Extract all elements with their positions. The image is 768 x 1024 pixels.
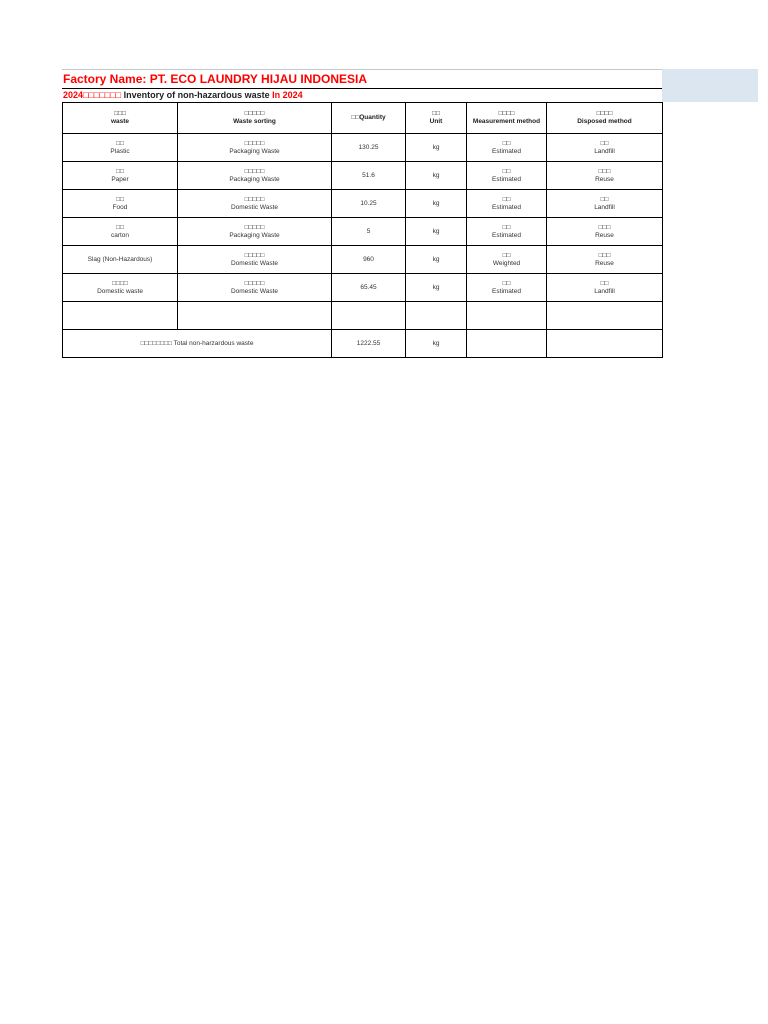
empty-cell <box>467 302 547 330</box>
disposed-cn: □□□ <box>598 251 611 259</box>
total-quantity: 1222.55 <box>356 339 381 347</box>
waste-sorting-cell <box>178 274 332 302</box>
unit-cell <box>406 218 467 246</box>
measurement-cell <box>467 246 547 274</box>
disposed-name: Landfill <box>594 203 615 211</box>
sorting-cn: □□□□□ <box>244 279 265 287</box>
header-en: □□Quantity <box>351 114 386 121</box>
subtitle-year-suffix: In 2024 <box>272 90 303 100</box>
empty-cell <box>406 302 467 330</box>
header-fill-band <box>662 69 758 102</box>
header-quantity <box>332 103 406 134</box>
table-row <box>63 134 663 162</box>
disposed-cell <box>547 246 663 274</box>
waste-sorting-cell <box>178 134 332 162</box>
header-cn: □□ <box>432 110 440 117</box>
unit-cell <box>406 134 467 162</box>
measurement-cell <box>467 190 547 218</box>
waste-name: carton <box>110 231 130 239</box>
measure-name: Estimated <box>492 203 521 211</box>
empty-cell <box>547 302 663 330</box>
header-disposed-method <box>547 103 663 134</box>
disposed-name: Landfill <box>594 287 615 295</box>
header-en: Unit <box>429 118 443 125</box>
quantity-cell <box>332 134 406 162</box>
table-row <box>63 190 663 218</box>
disposed-cn: □□ <box>600 139 609 147</box>
waste-cell <box>63 274 178 302</box>
total-quantity-cell <box>332 330 406 358</box>
header-en: waste <box>110 118 130 125</box>
disposed-name: Reuse <box>595 175 614 183</box>
total-unit: kg <box>432 339 440 347</box>
disposed-name: Landfill <box>594 147 615 155</box>
spreadsheet-sheet <box>62 69 662 358</box>
empty-cell <box>178 302 332 330</box>
quantity-value: 130.25 <box>358 143 379 151</box>
waste-name: Plastic <box>110 147 130 155</box>
waste-cn: □□ <box>116 195 124 203</box>
quantity-value: 5 <box>366 227 371 235</box>
header-cn: □□□□ <box>596 110 613 117</box>
quantity-cell <box>332 274 406 302</box>
inventory-subtitle <box>62 88 662 102</box>
quantity-value: 10.25 <box>360 199 377 207</box>
measure-name: Estimated <box>492 175 521 183</box>
empty-cell <box>63 302 178 330</box>
unit-cell <box>406 274 467 302</box>
empty-cell <box>467 330 547 358</box>
total-unit-cell <box>406 330 467 358</box>
disposed-cn: □□ <box>600 279 609 287</box>
table-row <box>63 162 663 190</box>
header-cn: □□□□□ <box>244 110 265 117</box>
quantity-value: 51.6 <box>362 171 375 179</box>
disposed-cell <box>547 134 663 162</box>
quantity-value: 960 <box>363 255 374 263</box>
header-cn: □□□ <box>114 110 126 117</box>
measurement-cell <box>467 134 547 162</box>
disposed-cn: □□□ <box>598 223 611 231</box>
header-en: Measurement method <box>472 118 541 125</box>
waste-cell <box>63 134 178 162</box>
disposed-cell <box>547 190 663 218</box>
measure-cn: □□ <box>502 251 511 259</box>
disposed-cn: □□□ <box>598 167 611 175</box>
measurement-cell <box>467 218 547 246</box>
measure-cn: □□ <box>502 167 511 175</box>
disposed-name: Reuse <box>595 231 614 239</box>
quantity-cell <box>332 246 406 274</box>
unit-value: kg <box>432 227 440 235</box>
waste-sorting-cell <box>178 246 332 274</box>
header-waste-sorting <box>178 103 332 134</box>
subtitle-year-prefix: 2024□□□□□□□ <box>63 90 122 100</box>
header-unit <box>406 103 467 134</box>
unit-cell <box>406 162 467 190</box>
waste-cn: □□ <box>116 167 124 175</box>
waste-name: Paper <box>111 175 129 183</box>
subtitle-inventory-text: Inventory of non-hazardous waste <box>121 90 273 100</box>
unit-value: kg <box>432 283 440 291</box>
unit-value: kg <box>432 255 440 263</box>
waste-cn: □□ <box>116 139 124 147</box>
waste-sorting-cell <box>178 190 332 218</box>
sorting-name: Domestic Waste <box>230 203 279 211</box>
waste-sorting-cell <box>178 218 332 246</box>
measure-cn: □□ <box>502 195 511 203</box>
measure-name: Estimated <box>492 231 521 239</box>
unit-value: kg <box>432 143 440 151</box>
header-cn: □□□□ <box>498 110 515 117</box>
empty-cell <box>547 330 663 358</box>
quantity-cell <box>332 190 406 218</box>
unit-value: kg <box>432 199 440 207</box>
total-label-cell <box>63 330 332 358</box>
measure-name: Weighted <box>492 259 521 267</box>
measurement-cell <box>467 162 547 190</box>
waste-inventory-table <box>62 102 663 358</box>
quantity-cell <box>332 162 406 190</box>
waste-sorting-cell <box>178 162 332 190</box>
table-row <box>63 274 663 302</box>
table-row <box>63 218 663 246</box>
header-en: Disposed method <box>577 118 632 125</box>
measurement-cell <box>467 274 547 302</box>
disposed-cell <box>547 274 663 302</box>
waste-cell <box>63 190 178 218</box>
table-row <box>63 246 663 274</box>
quantity-value: 65.45 <box>360 283 377 291</box>
waste-cn: □□ <box>116 223 124 231</box>
sorting-name: Domestic Waste <box>230 287 279 295</box>
total-label: □□□□□□□□ Total non-harzardous waste <box>140 339 254 347</box>
waste-cell <box>63 218 178 246</box>
measure-cn: □□ <box>502 279 511 287</box>
header-waste <box>63 103 178 134</box>
disposed-name: Reuse <box>595 259 614 267</box>
sorting-name: Packaging Waste <box>229 231 280 239</box>
header-row <box>63 103 663 134</box>
unit-cell <box>406 246 467 274</box>
unit-value: kg <box>432 171 440 179</box>
waste-name: Slag (Non-Hazardous) <box>87 255 153 263</box>
sorting-name: Packaging Waste <box>229 175 280 183</box>
quantity-cell <box>332 218 406 246</box>
waste-cn: □□□□ <box>112 279 128 287</box>
sorting-name: Domestic Waste <box>230 259 279 267</box>
measure-name: Estimated <box>492 287 521 295</box>
sorting-cn: □□□□□ <box>244 167 265 175</box>
empty-cell <box>332 302 406 330</box>
disposed-cell <box>547 162 663 190</box>
sorting-cn: □□□□□ <box>244 195 265 203</box>
disposed-cell <box>547 218 663 246</box>
waste-name: Food <box>112 203 128 211</box>
unit-cell <box>406 190 467 218</box>
empty-row <box>63 302 663 330</box>
disposed-cn: □□ <box>600 195 609 203</box>
sorting-cn: □□□□□ <box>244 251 265 259</box>
measure-name: Estimated <box>492 147 521 155</box>
header-measurement-method <box>467 103 547 134</box>
waste-name: Domestic waste <box>97 287 143 295</box>
header-en: Waste sorting <box>233 118 276 125</box>
total-row <box>63 330 663 358</box>
factory-name-title: Factory Name: PT. ECO LAUNDRY HIJAU INDONESIA <box>62 69 662 88</box>
sorting-name: Packaging Waste <box>229 147 280 155</box>
waste-cell <box>63 162 178 190</box>
measure-cn: □□ <box>502 139 511 147</box>
sorting-cn: □□□□□ <box>244 139 265 147</box>
sorting-cn: □□□□□ <box>244 223 265 231</box>
measure-cn: □□ <box>502 223 511 231</box>
waste-cell <box>63 246 178 274</box>
